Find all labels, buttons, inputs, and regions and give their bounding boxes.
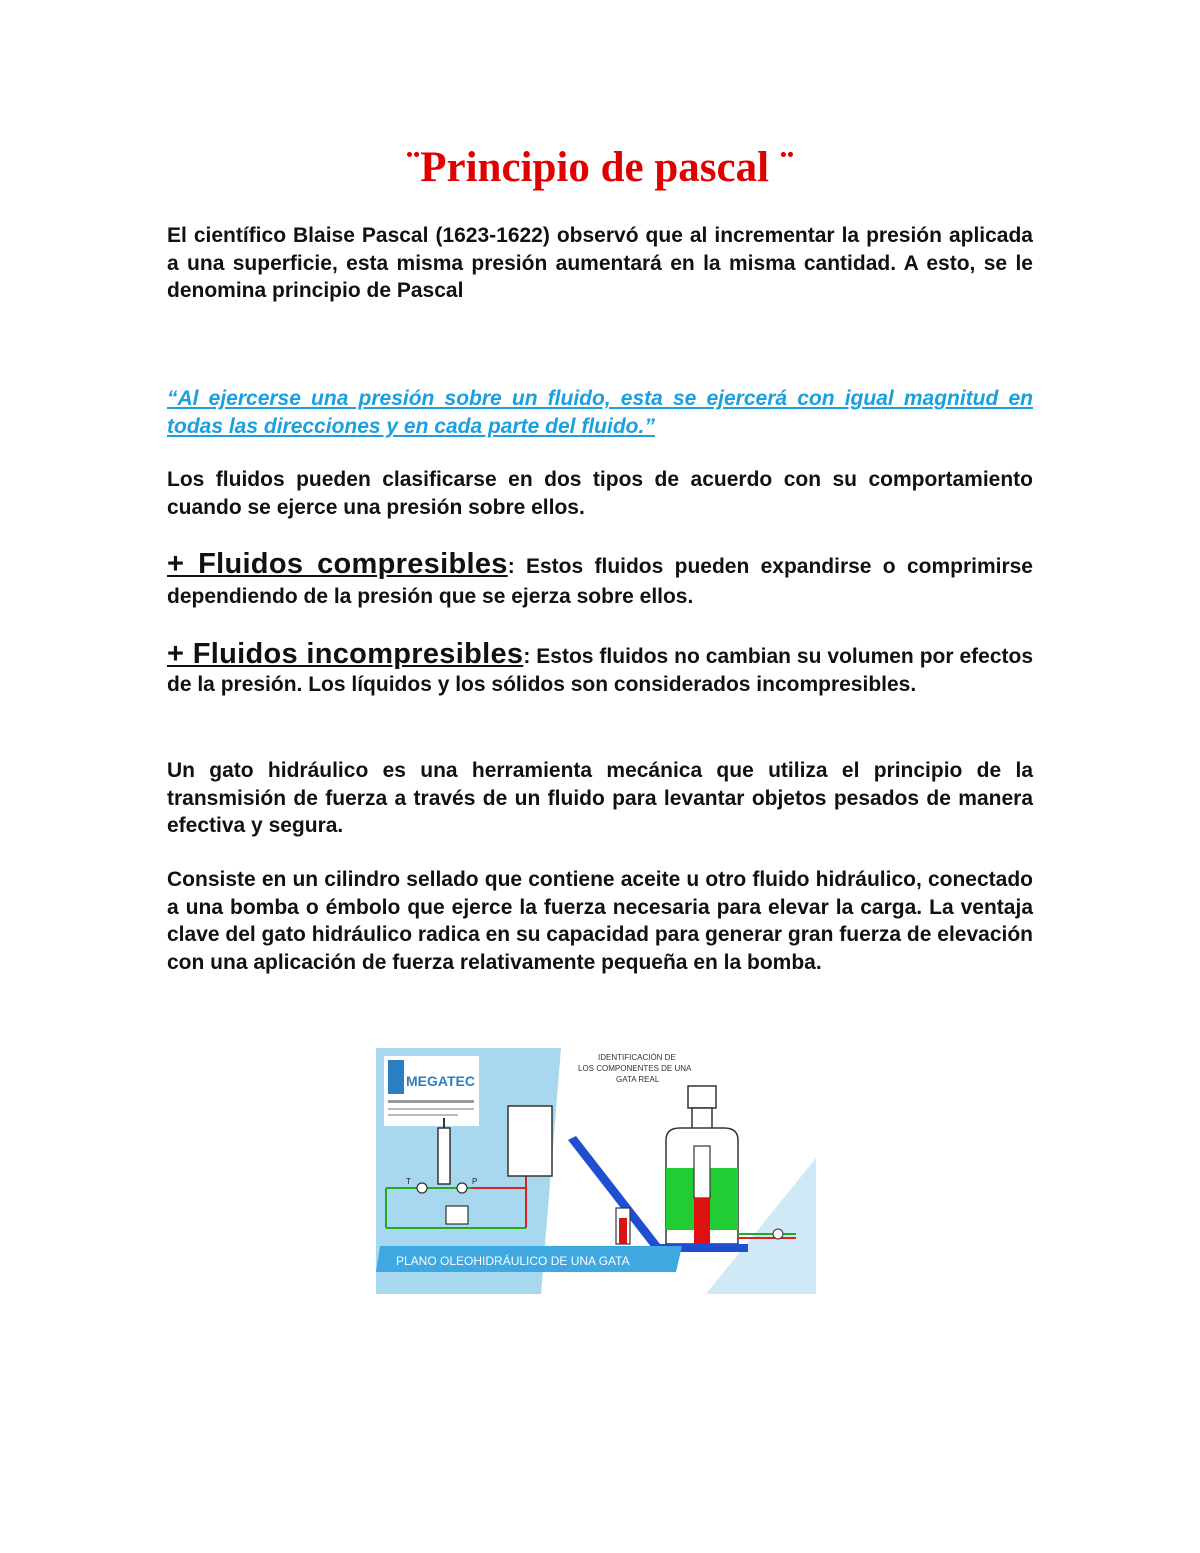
jack-cap bbox=[688, 1086, 716, 1108]
classification-paragraph: Los fluidos pueden clasificarse en dos tipos de acuerdo con su comportamiento cuando se ejerce una presión sobre ellos. bbox=[167, 468, 1033, 519]
intro-paragraph: El científico Blaise Pascal (1623-1622) observó que al incrementar la presión aplicada a una superficie, esta misma presión aumentará en la misma cantidad. A esto, se le denomina principio de Pascal bbox=[167, 224, 1033, 302]
hydraulic-jack-figure bbox=[376, 1048, 816, 1294]
compressible-text: : Estos fluidos pueden expandirse o comprimirse dependiendo de la presión que se ejerza sobre ellos. bbox=[167, 555, 1033, 608]
jack-pressure-fluid bbox=[694, 1198, 710, 1244]
figure-header-line3: GATA REAL bbox=[616, 1075, 660, 1084]
pascal-quote: “Al ejercerse una presión sobre un fluido, esta se ejercerá con igual magnitud en todas las direcciones y en cada parte del fluido.” bbox=[167, 387, 1033, 438]
jack-paragraph: Un gato hidráulico es una herramienta mecánica que utiliza el principio de la transmisión de fuerza a través de un fluido para levantar objetos pesados de manera efectiva y segura. bbox=[167, 759, 1033, 837]
figure-caption: PLANO OLEOHIDRÁULICO DE UNA GATA bbox=[396, 1254, 630, 1268]
jack-pump-fluid bbox=[619, 1218, 627, 1244]
compressible-paragraph bbox=[167, 549, 1033, 612]
jack-reservoir-fluid-left bbox=[666, 1168, 694, 1230]
incompressible-text: : Estos fluidos no cambian su volumen por efectos de la presión. Los líquidos y los sólidos son considerados incompresibles. bbox=[167, 645, 1034, 696]
schematic-label-p: P bbox=[472, 1177, 478, 1186]
figure-header-line1: IDENTIFICACIÓN DE bbox=[598, 1053, 676, 1062]
compressible-heading: + Fluidos compresibles bbox=[167, 548, 508, 580]
jack-piston bbox=[694, 1146, 710, 1198]
hydraulic-jack-diagram bbox=[376, 1048, 816, 1294]
brand-logo-mark bbox=[388, 1060, 404, 1094]
cylinder-paragraph: Consiste en un cilindro sellado que contiene aceite u otro fluido hidráulico, conectado a una bomba o émbolo que ejerce la fuerza necesaria para elevar la carga. La ventaja clave del gato hidráulico radica en su capacidad para generar gran fuerza de elevación con una aplicación de fuerza relativamente pequeña en la bomba. bbox=[167, 868, 1033, 974]
incompressible-paragraph bbox=[167, 638, 1034, 698]
page-title: ¨Principio de pascal ¨ bbox=[405, 144, 795, 191]
schematic-label-t: T bbox=[406, 1177, 411, 1186]
figure-header-line2: LOS COMPONENTES DE UNA bbox=[578, 1064, 692, 1073]
jack-reservoir-fluid-right bbox=[710, 1168, 738, 1230]
brand-name: MEGATEC bbox=[406, 1073, 475, 1089]
schematic-valve-left bbox=[417, 1183, 427, 1193]
schematic-reservoir bbox=[508, 1106, 552, 1176]
schematic-pump bbox=[446, 1206, 468, 1224]
release-valve-icon bbox=[773, 1229, 783, 1239]
incompressible-heading: + Fluidos incompresibles bbox=[167, 638, 524, 670]
schematic-valve-right bbox=[457, 1183, 467, 1193]
schematic-cylinder bbox=[438, 1128, 450, 1184]
